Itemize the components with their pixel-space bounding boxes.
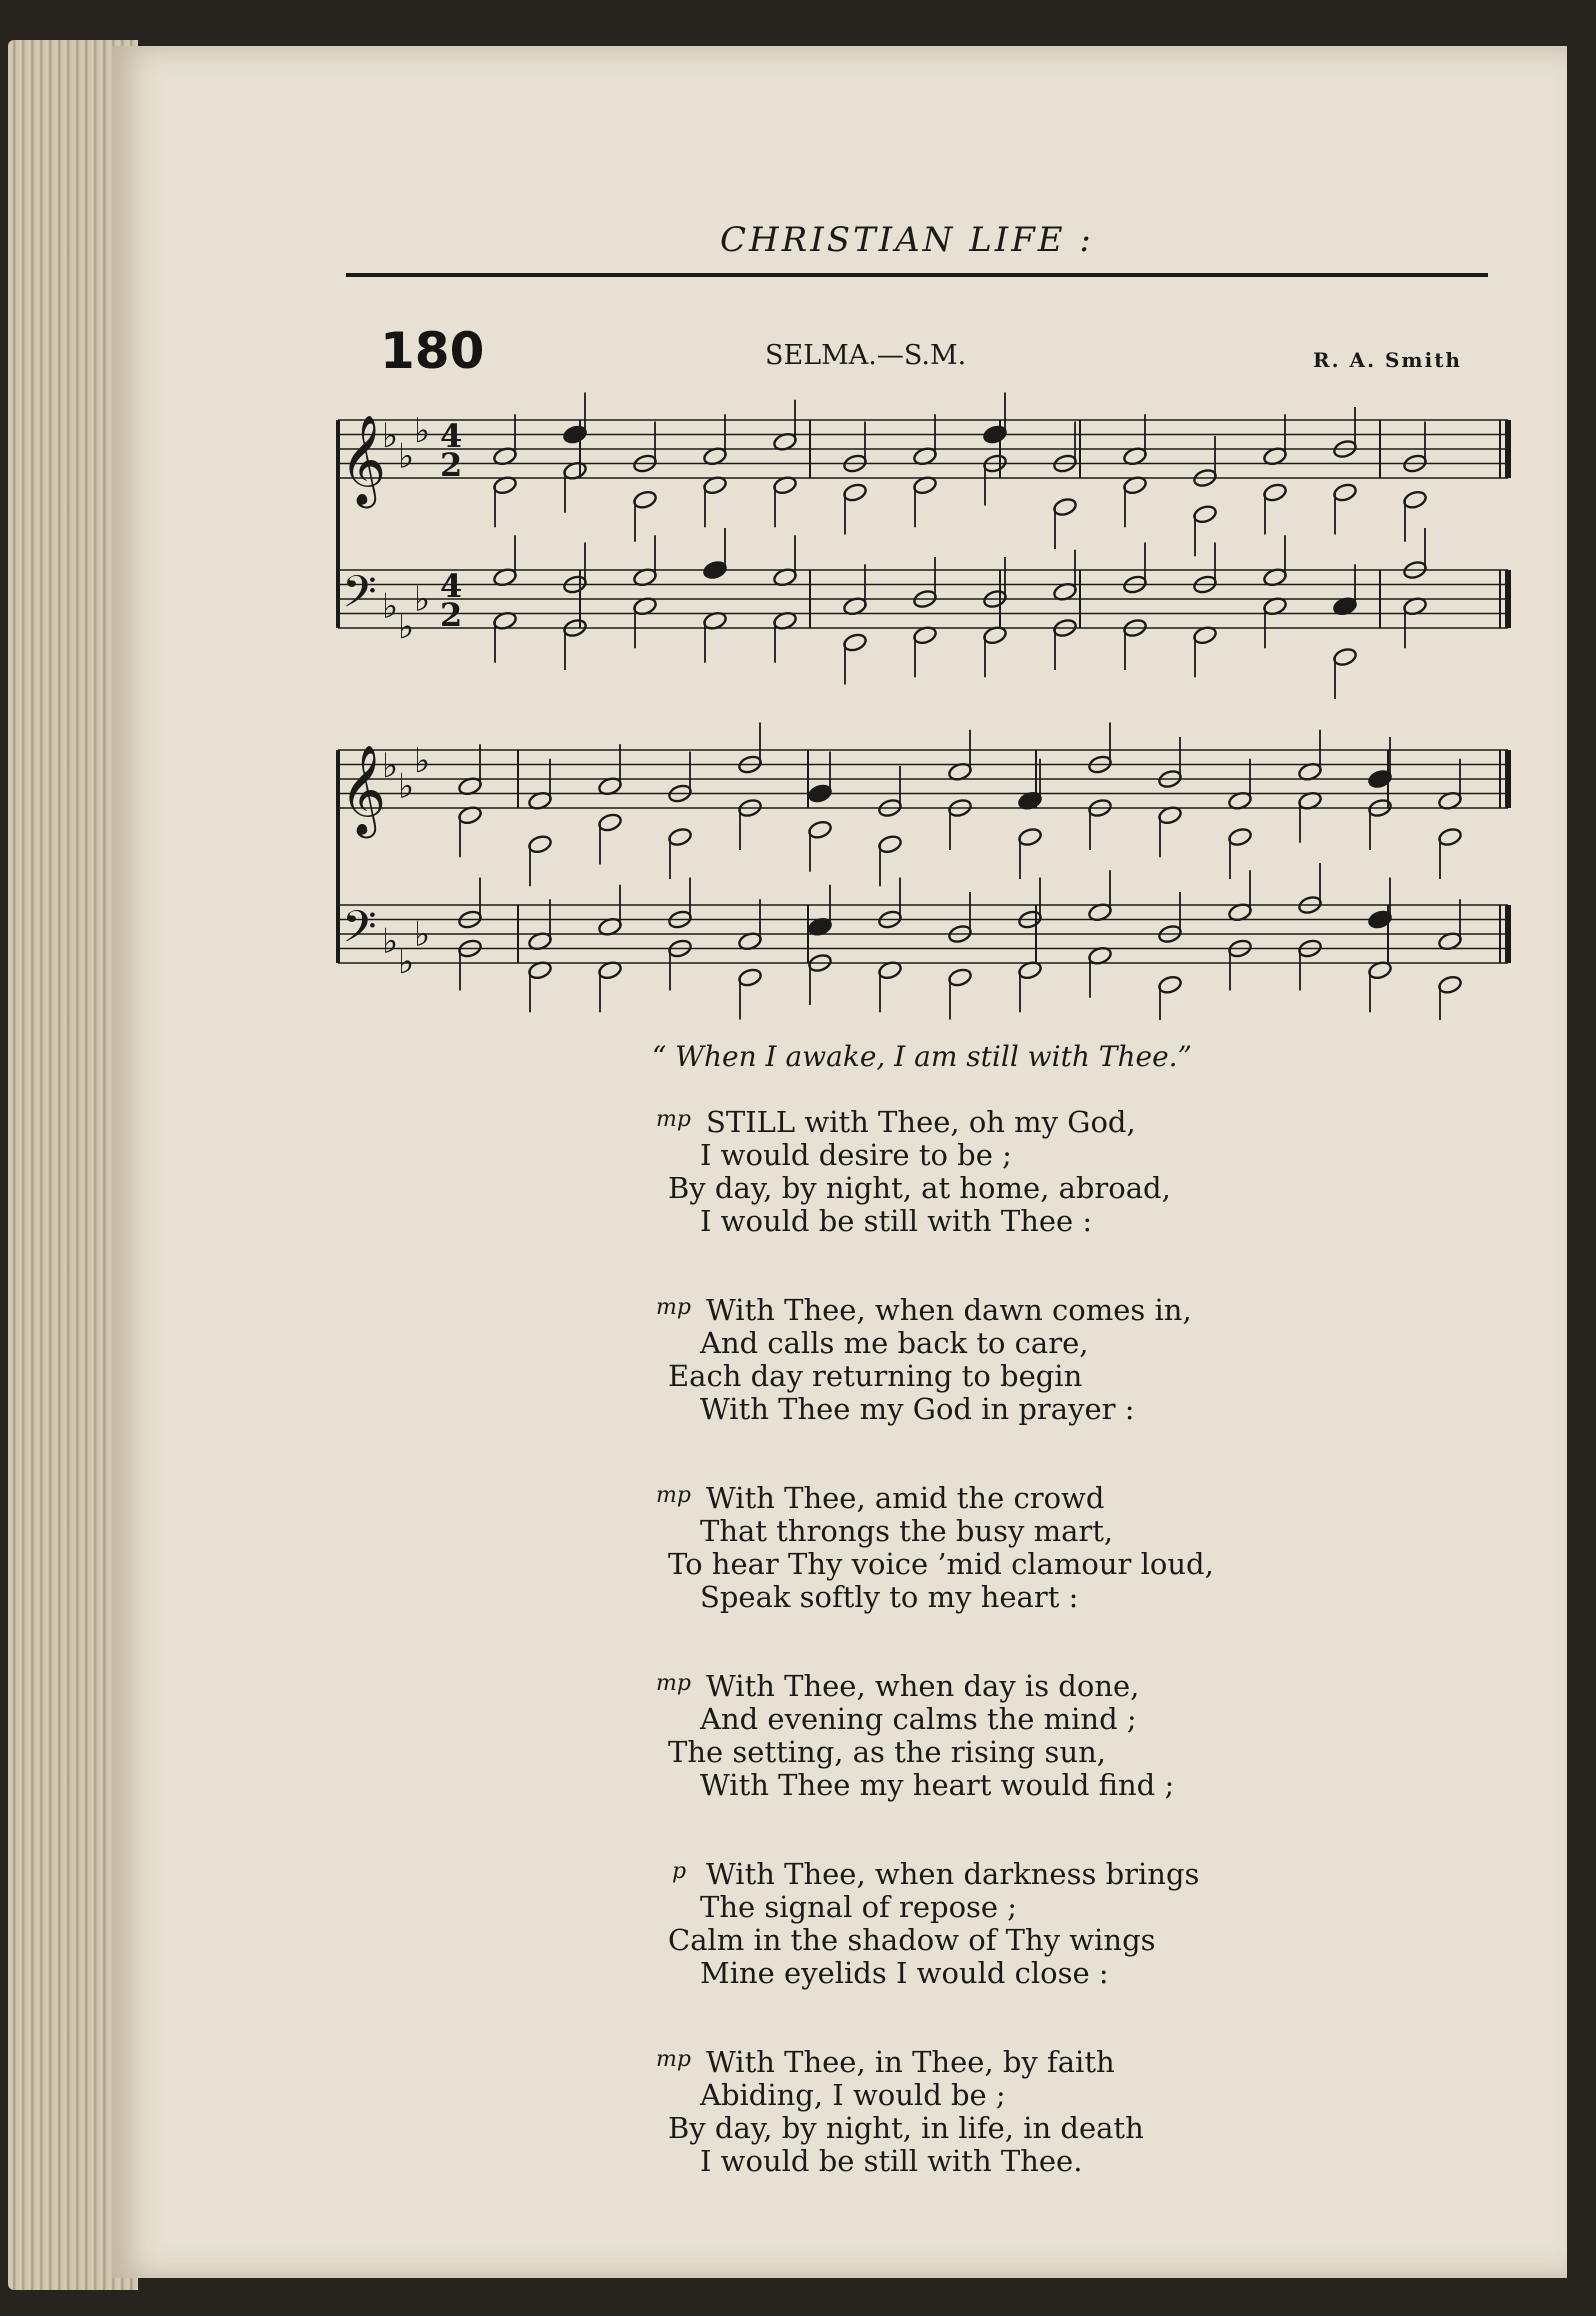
verse-line: With Thee, when day is done, — [706, 1669, 1140, 1703]
verse-line: With Thee, amid the crowd — [706, 1481, 1105, 1515]
flat-sign: ♭ — [398, 436, 415, 477]
bass-lower-note — [947, 967, 972, 988]
verse-line: I would be still with Thee : — [700, 1204, 1093, 1238]
flat-sign: ♭ — [398, 766, 415, 807]
bass-clef-icon: 𝄢 — [342, 900, 377, 964]
flat-sign: ♭ — [382, 416, 399, 456]
verse-line: By day, by night, at home, abroad, — [668, 1171, 1171, 1205]
verse-line: Calm in the shadow of Thy wings — [668, 1923, 1156, 1957]
verse-line: With Thee, when darkness brings — [706, 1857, 1200, 1891]
treble-clef-icon: 𝄞 — [340, 415, 387, 505]
treble-lower-note — [1437, 827, 1462, 848]
verse-line: With Thee my heart would find ; — [700, 1768, 1175, 1802]
verse-line: Abiding, I would be ; — [700, 2078, 1006, 2112]
treble-lower-note — [597, 812, 622, 833]
flat-sign: ♭ — [414, 740, 431, 781]
bass-clef-icon: 𝄢 — [342, 565, 377, 629]
flat-sign: ♭ — [398, 607, 415, 647]
treble-lower-note — [1227, 827, 1252, 848]
treble-note — [562, 424, 587, 445]
verse-line: Speak softly to my heart : — [700, 1580, 1079, 1614]
bass-lower-note — [1332, 647, 1357, 668]
verse-line: I would be still with Thee. — [700, 2144, 1083, 2178]
treble-lower-note — [1192, 504, 1217, 525]
verse-line: The setting, as the rising sun, — [668, 1735, 1107, 1769]
dynamic-mark: mp — [656, 1671, 691, 1696]
verse-line: The signal of repose ; — [700, 1890, 1018, 1924]
treble-lower-note — [807, 819, 832, 840]
flat-sign: ♭ — [398, 942, 415, 982]
verse-line: That throngs the busy mart, — [700, 1514, 1114, 1548]
treble-lower-note — [877, 834, 902, 855]
verse-line: To hear Thy voice ’mid clamour loud, — [668, 1547, 1214, 1581]
time-signature: 2 — [440, 596, 463, 634]
treble-lower-note — [1262, 482, 1287, 503]
music-system-2 — [338, 723, 1508, 1021]
verse-line: With Thee, in Thee, by faith — [706, 2045, 1115, 2079]
treble-lower-note — [527, 834, 552, 855]
bass-lower-note — [1157, 974, 1182, 995]
flat-sign: ♭ — [382, 921, 399, 962]
running-head: CHRISTIAN LIFE : — [720, 220, 1094, 260]
music-score — [0, 0, 1596, 1020]
bass-lower-note — [842, 632, 867, 653]
dynamic-mark: mp — [656, 1295, 691, 1320]
bass-note — [702, 560, 727, 581]
time-signature: 4 — [440, 417, 463, 455]
treble-clef-icon: 𝄞 — [340, 745, 387, 835]
time-signature: 2 — [440, 446, 463, 484]
verse-line: I would desire to be ; — [700, 1138, 1012, 1172]
treble-note — [982, 424, 1007, 445]
epigraph: “ When I awake, I am still with Thee.” — [652, 1040, 1192, 1073]
treble-lower-note — [632, 489, 657, 510]
treble-note — [807, 783, 832, 804]
dynamic-mark: p — [672, 1859, 687, 1884]
verse-line: With Thee my God in prayer : — [700, 1392, 1135, 1426]
verse-line: With Thee, when dawn comes in, — [706, 1293, 1192, 1327]
flat-sign: ♭ — [382, 746, 399, 786]
tune-name: SELMA.—S.M. — [765, 340, 967, 371]
composer: R. A. Smith — [1313, 348, 1462, 372]
treble-lower-note — [1332, 482, 1357, 503]
treble-lower-note — [842, 482, 867, 503]
treble-lower-note — [1052, 497, 1077, 518]
flat-sign: ♭ — [382, 586, 399, 627]
music-system-1 — [338, 393, 1508, 700]
hymn-number: 180 — [380, 322, 485, 380]
treble-lower-note — [1402, 489, 1427, 510]
treble-lower-note — [1017, 827, 1042, 848]
verse-line: And evening calms the mind ; — [700, 1702, 1137, 1736]
flat-sign: ♭ — [414, 579, 431, 620]
dynamic-mark: mp — [656, 1483, 691, 1508]
verse-line: Each day returning to begin — [668, 1359, 1083, 1393]
treble-lower-note — [667, 827, 692, 848]
bass-lower-note — [737, 967, 762, 988]
verse-line: By day, by night, in life, in death — [668, 2111, 1144, 2145]
flat-sign: ♭ — [414, 410, 431, 451]
dynamic-mark: mp — [656, 1107, 691, 1132]
verse-line: And calls me back to care, — [700, 1326, 1089, 1360]
flat-sign: ♭ — [414, 914, 431, 955]
verse-line: Mine eyelids I would close : — [700, 1956, 1109, 1990]
verse-line: STILL with Thee, oh my God, — [706, 1105, 1136, 1139]
time-signature: 4 — [440, 567, 463, 605]
bass-lower-note — [1437, 974, 1462, 995]
dynamic-mark: mp — [656, 2047, 691, 2072]
